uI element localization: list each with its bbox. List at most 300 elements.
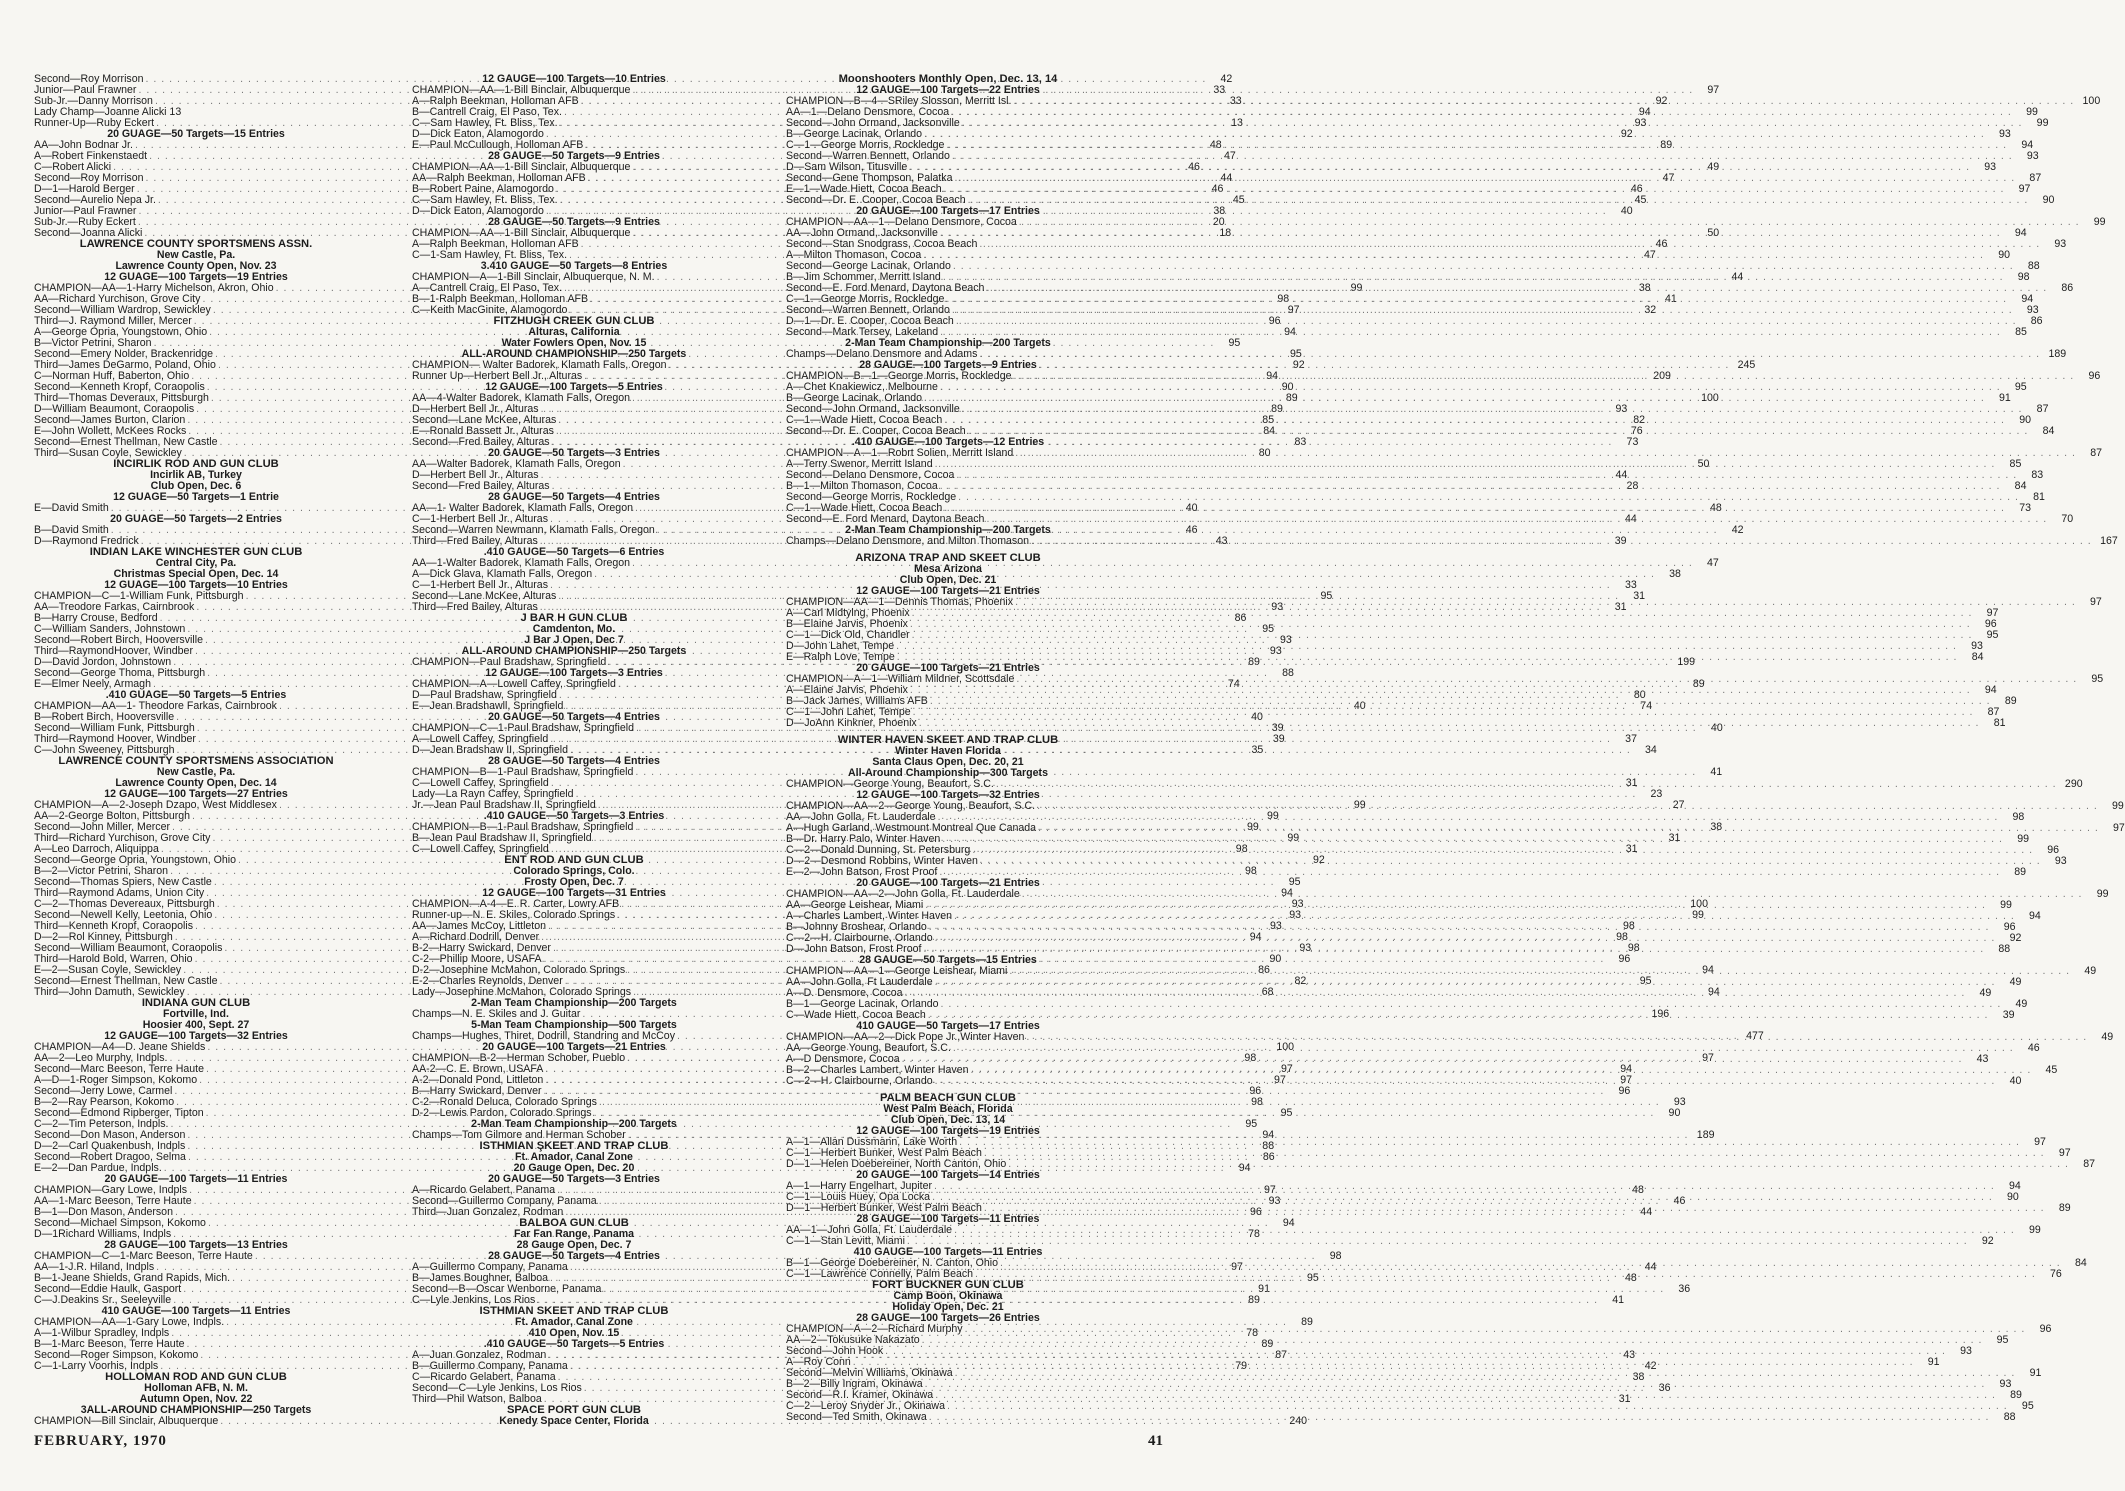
score: 46	[1673, 1194, 1686, 1207]
shooter-name: D—1—Harold Berger	[34, 182, 135, 195]
shooter-name: C—Wade Hiett, Cocoa Beach	[786, 1008, 926, 1021]
dot-leader	[935, 1073, 1996, 1087]
score: 81	[2033, 490, 2045, 503]
shooter-name: Champs—Delano Densmore and Adams	[786, 347, 978, 360]
shooter-name: C—Norman Huff, Baberton, Ohio	[34, 369, 190, 382]
score: 50	[1697, 457, 1710, 470]
score: 92	[2009, 931, 2022, 944]
shooter-name: B—George Lacinak, Orlando	[786, 391, 923, 404]
score: 96	[1618, 1084, 1631, 1097]
score: 88	[2027, 259, 2040, 272]
shooter-name: Second—Warren Newmann, Klamath Falls, Oregon	[412, 523, 655, 536]
event-heading: Santa Claus Open, Dec. 20, 21	[872, 756, 1024, 768]
score: 23	[1650, 787, 1663, 800]
score: 78	[1246, 1326, 1258, 1339]
score: 89	[1660, 138, 1673, 151]
club-heading: Moonshooters Monthly Open, Dec. 13, 14	[838, 73, 1058, 85]
shooter-name: AA—1—Delano Densmore, Cocoa	[786, 105, 950, 118]
shooter-name: D—Jean Bradshaw II, Springfield	[412, 743, 569, 756]
score: 97	[1986, 606, 1999, 619]
shooter-name: B—2—Victor Petrini, Sharon	[34, 864, 169, 877]
score: 97	[1231, 1260, 1243, 1273]
dot-leader	[979, 349, 2040, 360]
score: 42	[1644, 1359, 1657, 1372]
shooter-name: Second—Robert Dragoo, Selma	[34, 1150, 186, 1163]
score: 96	[1249, 1205, 1262, 1218]
shooter-name: Second—Fred Bailey, Alturas	[412, 479, 550, 492]
score: 93	[1269, 919, 1282, 932]
score: 87	[2083, 1157, 2095, 1170]
score: 96	[1268, 314, 1281, 327]
score: 99	[2093, 215, 2106, 228]
club-heading: ENT ROD AND GUN CLUB	[504, 854, 644, 866]
score: 48	[1632, 1183, 1644, 1196]
event-heading: Far Fan Range, Panama	[513, 1228, 635, 1240]
shooter-name: CHAMPION—AA—2—George Young, Beaufort, S.C.	[786, 799, 1036, 812]
score: 95	[1228, 336, 1241, 349]
score: 84	[2042, 424, 2055, 437]
score: 96	[2003, 920, 2016, 933]
shooter-name: AA—James McCoy, Littleton	[412, 919, 547, 932]
club-heading: LAWRENCE COUNTY SPORTSMENS ASSN.	[79, 238, 313, 250]
score: 42	[1220, 72, 1233, 85]
club-heading: FITZHUGH CREEK GUN CLUB	[493, 315, 655, 327]
shooter-name: C—2—Leroy Snyder Jr., Okinawa	[786, 1399, 945, 1412]
score: 95	[1245, 1117, 1258, 1130]
shooter-name: AA—Ralph Beekman, Holloman AFB	[412, 171, 586, 184]
shooter-name: Second—Roy Morrison	[34, 171, 144, 184]
shooter-name: Second—Warren Bennett, Orlando	[786, 303, 950, 316]
shooter-name: Second—Dr. E. Cooper, Cocoa Beach	[786, 193, 966, 206]
score: 49	[1979, 986, 1992, 999]
score: 94	[1262, 1128, 1275, 1141]
shooter-name: Third—Kenneth Kropf, Coraopolis	[34, 919, 193, 932]
shooter-name: C—2—H. Clairbourne, Orlando	[786, 931, 933, 944]
score: 97	[1702, 1051, 1714, 1064]
shooter-name: AA-2—C. E. Brown, USAFA	[412, 1062, 544, 1075]
club-heading: PALM BEACH GUN CLUB	[880, 1092, 1016, 1104]
score: 94	[1249, 930, 1262, 943]
score: 48	[1709, 501, 1722, 514]
score: 48	[1625, 1271, 1637, 1284]
score: 100	[1690, 897, 1708, 910]
score: 95	[1289, 347, 1302, 360]
event-heading: Camp Boon, Okinawa	[893, 1290, 1003, 1302]
shooter-name: B—Robert Birch, Hooversville	[34, 710, 175, 723]
event-heading: ALL-AROUND CHAMPIONSHIP—250 Targets	[461, 645, 687, 657]
shooter-name: Second—Mark Tersey, Lakeland	[786, 325, 939, 338]
shooter-name: Third—Raymond Hoover, Windber	[34, 732, 196, 745]
shooter-name: D—Herbert Bell Jr., Alturas	[412, 468, 539, 481]
club-heading: INDIANA GUN CLUB	[141, 997, 251, 1009]
score: 95	[1986, 628, 1999, 641]
score: 93	[1634, 116, 1647, 129]
score: 94	[1984, 683, 1997, 696]
score: 95	[1262, 622, 1275, 635]
shooter-name: A—1—Allan Dussmann, Lake Worth	[786, 1135, 958, 1148]
score: 89	[2014, 865, 2027, 878]
shooter-name: D—1—Dr. E. Cooper, Cocoa Beach	[786, 314, 954, 327]
score: 90	[1998, 248, 2010, 261]
score: 96	[2088, 369, 2101, 382]
shooter-name: CHAMPION—A—Lowell Caffey, Springfield	[412, 677, 616, 690]
score: 290	[2064, 777, 2083, 790]
score: 91	[1998, 391, 2011, 404]
score: 39	[1271, 721, 1284, 734]
event-heading: ALL-AROUND CHAMPIONSHIP—250 Targets	[461, 348, 687, 360]
score: 95	[1996, 1333, 2009, 1346]
shooter-name: C—1—Wade Hiett, Cocoa Beach	[786, 501, 943, 514]
event-heading: 20 GAUGE—100 Targets—21 Entries	[856, 662, 1040, 674]
dot-leader	[1008, 1159, 2069, 1170]
event-heading: Ft. Amador, Canal Zone	[515, 1151, 633, 1163]
score: 93	[1998, 127, 2011, 140]
shooter-name: AA—2—Leo Murphy, Indpls.	[34, 1051, 168, 1064]
shooter-name: AA—George Young, Beaufort, S.C.	[786, 1041, 951, 1054]
score: 43	[1215, 534, 1228, 547]
score: 95	[2091, 672, 2104, 685]
score: 86	[2030, 314, 2043, 327]
score: 36	[1658, 1381, 1671, 1394]
shooter-name: A—Ricardo Gelabert, Panama	[412, 1183, 556, 1196]
event-heading: 5-Man Team Championship—500 Targets	[471, 1019, 677, 1031]
shooter-name: Second—Joanna Alicki	[34, 226, 143, 239]
score: 97	[1274, 1073, 1286, 1086]
score: 245	[1737, 358, 1756, 371]
shooter-name: CHAMPION—A—1—Robrt Solien, Merritt Island	[786, 446, 1014, 459]
score: 93	[1299, 941, 1312, 954]
shooter-name: D—John Lahet, Tempe	[786, 639, 895, 652]
score: 88	[1262, 1139, 1275, 1152]
score: 40	[1353, 699, 1366, 712]
dot-leader	[996, 776, 2057, 790]
shooter-name: Second—Fred Bailey, Alturas	[412, 435, 550, 448]
event-heading: 12 GAUGE—100 Targets—5 Entries	[485, 381, 663, 393]
shooter-name: CHAMPION—AA—1—Dennis Thomas, Phoenix	[786, 595, 1014, 608]
score: 100	[2082, 94, 2101, 107]
shooter-name: C—2—Donald Dunning, St. Petersburg	[786, 843, 971, 856]
event-heading: 410 GAUGE—100 Targets—11 Entries	[853, 1246, 1043, 1258]
event-heading: Holloman AFB, N. M.	[144, 1382, 248, 1394]
score: 47	[1224, 149, 1236, 162]
shooter-name: A—D—1-Roger Simpson, Kokomo	[34, 1073, 198, 1086]
event-heading: Camdenton, Mo.	[532, 623, 616, 635]
shooter-name: B—1—Don Mason, Anderson	[34, 1205, 173, 1218]
shooter-name: B—2—Billy Ingram, Okinawa	[786, 1377, 923, 1390]
shooter-name: A—Ralph Beekman, Holloman AFB	[412, 94, 579, 107]
shooter-name: B—George Lacinak, Orlando	[786, 127, 923, 140]
shooter-name: Second—Newell Kelly, Leetonia, Ohio	[34, 908, 213, 921]
shooter-name: C—1-Larry Voorhis, Indpls	[34, 1359, 159, 1372]
shooter-name: Second—George Morris, Rockledge	[786, 490, 957, 503]
event-heading: All-Around Championship—300 Targets	[848, 767, 1048, 779]
score: 73	[1626, 435, 1639, 448]
event-heading: .410 GAUGE—50 Targets—6 Entries	[483, 546, 665, 558]
shooter-name: CHAMPION—A4—D. Jeane Shields	[34, 1040, 206, 1053]
shooter-name: C—Lyle Jenkins, Los Rios	[412, 1293, 536, 1306]
score: 93	[2026, 303, 2039, 316]
shooter-name: AA—1- Walter Badorek, Klamath Falls, Oregon	[412, 501, 633, 514]
shooter-name: C—1—John Lahet, Tempe	[786, 705, 911, 718]
shooter-name: A—Chet Knakiewicz, Melbourne	[786, 380, 938, 393]
event-heading: 20 GUAGE—50 Targets—2 Entries	[110, 513, 282, 525]
shooter-name: B—Jean Paul Bradshaw II, Springfield	[412, 831, 592, 844]
score: 97	[2018, 182, 2031, 195]
event-heading: Central City, Pa.	[155, 557, 237, 569]
score: 99	[1692, 908, 1704, 921]
shooter-name: Jr.—Jean Paul Bradshaw II, Springfield	[412, 798, 596, 811]
dot-leader	[907, 1236, 1968, 1247]
dot-leader	[968, 195, 2029, 206]
shooter-name: Second—C—Lyle Jenkins, Los Rios	[412, 1381, 582, 1394]
event-heading: Holiday Open, Dec. 21	[892, 1301, 1004, 1313]
score: 40	[1710, 721, 1723, 734]
score: 97	[1287, 303, 1300, 316]
club-heading: ARIZONA TRAP AND SKEET CLUB	[855, 552, 1041, 564]
score: 50	[1707, 226, 1720, 239]
score: 98	[2012, 810, 2025, 823]
score: 83	[2031, 468, 2044, 481]
shooter-name: CHAMPION—George Young, Beaufort, S.C.	[786, 777, 994, 790]
shooter-name: C—Robert Alicki	[34, 160, 112, 173]
shooter-name: B—Harry Crouse, Bedford	[34, 611, 158, 624]
score: 89	[1301, 1315, 1313, 1328]
shooter-name: D-2—Josephine McMahon, Colorado Springs	[412, 963, 626, 976]
score: 93	[1279, 633, 1292, 646]
shooter-name: Third—John Damuth, Sewickley	[34, 985, 185, 998]
event-heading: Autumn Open, Nov. 22	[139, 1393, 253, 1405]
score: 44	[1615, 468, 1628, 481]
score: 93	[1960, 1344, 1972, 1357]
score: 85	[2009, 457, 2022, 470]
score: 97	[2034, 1135, 2046, 1148]
shooter-name: B—1—George Doebereiner, N. Canton, Ohio	[786, 1256, 998, 1269]
shooter-name: B—2—Charles Lambert, Winter Haven	[786, 1063, 969, 1076]
score: 38	[1710, 820, 1723, 833]
shooter-name: AA—Walter Badorek, Klamath Falls, Oregon	[412, 457, 621, 470]
event-heading: Lawrence County Open, Nov. 23	[115, 260, 277, 272]
score: 38	[1669, 567, 1681, 580]
score: 99	[2017, 832, 2029, 845]
shooter-name: A—Juan Gonzalez, Rodman	[412, 1348, 547, 1361]
shooter-name: Lady—Josephine McMahon, Colorado Springs	[412, 985, 632, 998]
event-heading: 12 GAUGE—100 Targets—3 Entries	[485, 667, 663, 679]
score: 99	[1267, 809, 1279, 822]
shooter-name: E—1—Wade Hiett, Cocoa Beach	[786, 182, 942, 195]
event-heading: 2-Man Team Championship—200 Targets	[471, 1118, 677, 1130]
score: 89	[2058, 1201, 2071, 1214]
dot-leader	[897, 652, 1958, 663]
score: 99	[2026, 105, 2038, 118]
score: 73	[2019, 501, 2031, 514]
shooter-name: Third—Fred Bailey, Alturas	[412, 534, 538, 547]
shooter-name: D—1—Helen Doebereiner, North Canton, Ohio	[786, 1157, 1007, 1170]
score: 98	[1623, 919, 1635, 932]
dot-leader	[986, 514, 2047, 525]
event-heading: 12 GAUGE—100 Targets—32 Entries	[104, 1030, 288, 1042]
shooter-name: Second—Stan Snodgrass, Cocoa Beach	[786, 237, 978, 250]
shooter-name: C—1—Wade Hiett, Cocoa Beach	[786, 413, 943, 426]
shooter-name: Second—James Burton, Clarion	[34, 413, 186, 426]
shooter-name: Second—Michael Simpson, Kokomo	[34, 1216, 206, 1229]
score: 46	[2027, 1041, 2040, 1054]
shooter-name: B—1-Jeane Shields, Grand Rapids, Mich.	[34, 1271, 231, 1284]
shooter-name: Lady—La Rayn Caffey, Springfield	[412, 787, 574, 800]
shooter-name: Second—Marc Beeson, Terre Haute	[34, 1062, 204, 1075]
club-heading: SPACE PORT GUN CLUB	[506, 1404, 642, 1416]
score: 199	[1677, 655, 1696, 668]
shooter-name: CHAMPION—C—1-Paul Bradshaw, Springfield	[412, 721, 634, 734]
shooter-name: A-2—Donald Pond, Littleton	[412, 1073, 544, 1086]
score: 98	[1627, 941, 1640, 954]
shooter-name: E-2—Charles Reynolds, Denver	[412, 974, 563, 987]
shooter-name: Third—Raymond Adams, Union City	[34, 886, 205, 899]
score: 41	[1710, 765, 1723, 778]
shooter-name: AA—1-J.R. Hiland, Indpls	[34, 1260, 155, 1273]
score: 37	[1625, 732, 1637, 745]
score: 86	[1234, 611, 1247, 624]
shooter-name: Second—Aurelio Nepa Jr.	[34, 193, 156, 206]
score: 40	[2009, 1074, 2022, 1087]
shooter-name: CHAMPION—B—1-Paul Bradshaw, Springfield	[412, 820, 634, 833]
score: 33	[1229, 94, 1242, 107]
shooter-name: Sub-Jr.—Ruby Eckert	[34, 215, 136, 228]
score: 87	[2036, 402, 2049, 415]
shooter-name: AA—John Bodnar Jr.	[34, 138, 133, 151]
score: 41	[1665, 292, 1677, 305]
score: 38	[1638, 281, 1651, 294]
score: 89	[2010, 1388, 2022, 1401]
event-heading: Fortville, Ind.	[163, 1008, 229, 1020]
score: 89	[1285, 391, 1298, 404]
event-heading: New Castle, Pa.	[156, 766, 236, 778]
shooter-name: C—1—Dick Old, Chandler	[786, 628, 910, 641]
shooter-name: Third—James DeGarmo, Poland, Ohio	[34, 358, 216, 371]
event-heading: Christmas Special Open, Dec. 14	[113, 568, 279, 580]
score: 44	[1220, 171, 1233, 184]
shooter-name: B—Jack James, Williams AFB	[786, 694, 928, 707]
score: 87	[2029, 171, 2042, 184]
shooter-name: Second—George Opria, Youngstown, Ohio	[34, 853, 236, 866]
shooter-name: AA—1—John Golla, Ft. Lauderdale	[786, 1223, 953, 1236]
event-heading: .410 GAUGE—100 Targets—12 Entries	[851, 436, 1045, 448]
shooter-name: Second—E. Ford Menard, Daytona Beach	[786, 512, 985, 525]
event-heading: 20 Gauge Open, Dec. 20	[513, 1162, 635, 1174]
score: 96	[1249, 1084, 1262, 1097]
score: 99	[1350, 281, 1363, 294]
shooter-name: Second—John Hook	[786, 1344, 884, 1357]
score: 40	[1251, 710, 1263, 723]
shooter-name: E—Ralph Love, Tempe	[786, 650, 895, 663]
event-heading: Frosty Open, Dec. 7	[524, 876, 624, 888]
event-heading: 28 GAUGE—100 Targets—26 Entries	[856, 1312, 1040, 1324]
shooter-name: C—1—Lawrence Connelly, Palm Beach	[786, 1267, 974, 1280]
score: 99	[2112, 799, 2124, 812]
score: 90	[1281, 380, 1294, 393]
score: 85	[2015, 325, 2027, 338]
score: 48	[1209, 138, 1222, 151]
score: 96	[1618, 952, 1631, 965]
shooter-name: A—Cantrell Craig, El Paso, Tex.	[412, 281, 562, 294]
shooter-name: D—2—Desmond Robbins, Winter Haven	[786, 854, 978, 867]
shooter-name: CHAMPION—A—2—Richard Murphy	[786, 1322, 963, 1335]
event-heading: 410 GAUGE—100 Targets—11 Entries	[101, 1305, 291, 1317]
shooter-name: B—Jim Schommer, Merritt Island	[786, 270, 941, 283]
event-heading: 20 GAUGE—50 Targets—3 Entries	[488, 447, 660, 459]
shooter-name: B—Elaine Jarvis, Phoenix	[786, 617, 908, 630]
score: 93	[1971, 639, 1983, 652]
shooter-name: Second—Jerry Lowe, Carmel	[34, 1084, 173, 1097]
score: 78	[1248, 1227, 1260, 1240]
score: 96	[2039, 1322, 2052, 1335]
shooter-name: E—David Smith	[34, 501, 109, 514]
event-heading: 410 Open, Nov. 15	[528, 1327, 620, 1339]
event-heading: 28 GAUGE—100 Targets—9 Entries	[859, 359, 1037, 371]
shooter-name: Second—William Beaumont, Coraopolis	[34, 941, 223, 954]
shooter-name: Second—John Miller, Mercer	[34, 820, 171, 833]
shooter-name: B—Guillermo Company, Panama	[412, 1359, 568, 1372]
event-heading: .410 GUAGE—50 Targets—5 Entries	[105, 689, 287, 701]
score: 94	[1702, 963, 1714, 976]
event-heading: 2-Man Team Championship—200 Targets	[471, 997, 677, 1009]
shooter-name: C—Keith MacGinite, Alamogordo	[412, 303, 568, 316]
score: 99	[2096, 887, 2109, 900]
shooter-name: E—2—John Batson, Frost Proof	[786, 865, 938, 878]
shooter-name: CHAMPION—Bill Sinclair, Albuquerque	[34, 1414, 219, 1427]
score: 91	[1927, 1355, 1940, 1368]
event-heading: 28 GAUGE—100 Targets—13 Entries	[104, 1239, 288, 1251]
shooter-name: Second—John Ormand, Jacksonville	[786, 116, 960, 129]
score: 90	[1668, 1106, 1681, 1119]
score: 94	[2014, 226, 2027, 239]
shooter-name: B—1-Marc Beeson, Terre Haute	[34, 1337, 185, 1350]
score: 93	[1291, 897, 1304, 910]
club-heading: J BAR H GUN CLUB	[520, 612, 628, 624]
shooter-name: C—1-Herbert Bell Jr., Alturas	[412, 578, 548, 591]
score: 31	[1668, 831, 1681, 844]
score: 92	[1312, 853, 1325, 866]
shooter-name: Champs—Delano Densmore, and Milton Thomason	[786, 534, 1029, 547]
score: 98	[1251, 1095, 1263, 1108]
shooter-name: Second—Lane McKee, Alturas	[412, 413, 557, 426]
shooter-name: Second—Guillermo Company, Panama	[412, 1194, 597, 1207]
shooter-name: A—Hugh Garland, Westmount Montreal Que Canada	[786, 821, 1037, 834]
club-heading: BALBOA GUN CLUB	[519, 1217, 629, 1229]
shooter-name: A—Guillermo Company, Panama	[412, 1260, 568, 1273]
score: 39	[1272, 732, 1285, 745]
shooter-name: A—Robert Finkenstaedt	[34, 149, 148, 162]
score: 88	[2003, 1410, 2016, 1423]
shooter-name: AA—1-Walter Badorek, Klamath Falls, Oregon	[412, 556, 631, 569]
score: 95	[1280, 1106, 1293, 1119]
score: 31	[1614, 600, 1627, 613]
shooter-name: C—Lowell Caffey, Springfield	[412, 776, 549, 789]
score: 87	[1987, 705, 2000, 718]
shooter-name: CHAMPION—Gary Lowe, Indpls	[34, 1183, 188, 1196]
event-heading: .410 GAUGE—50 Targets—5 Entries	[483, 1338, 665, 1350]
score: 93	[1984, 160, 1997, 173]
event-heading: Kenedy Space Center, Florida	[499, 1415, 649, 1427]
event-heading: Ft. Amador, Canal Zone	[515, 1316, 633, 1328]
shooter-name: Champs—Hughes, Thiret, Dodrill, Standring and McCoy	[412, 1029, 675, 1042]
score: 94	[1281, 886, 1293, 899]
shooter-name: B—Victor Petrini, Sharon	[34, 336, 152, 349]
shooter-name: D-2—Lewis Pardon, Colorado Springs	[412, 1106, 592, 1119]
score: 49	[2015, 997, 2028, 1010]
shooter-name: C—1-Sam Hawley, Ft. Bliss, Tex.	[412, 248, 568, 261]
shooter-name: Second—William Funk, Pittsburgh	[34, 721, 195, 734]
shooter-name: AA—4-Walter Badorek, Klamath Falls, Oregon	[412, 391, 631, 404]
